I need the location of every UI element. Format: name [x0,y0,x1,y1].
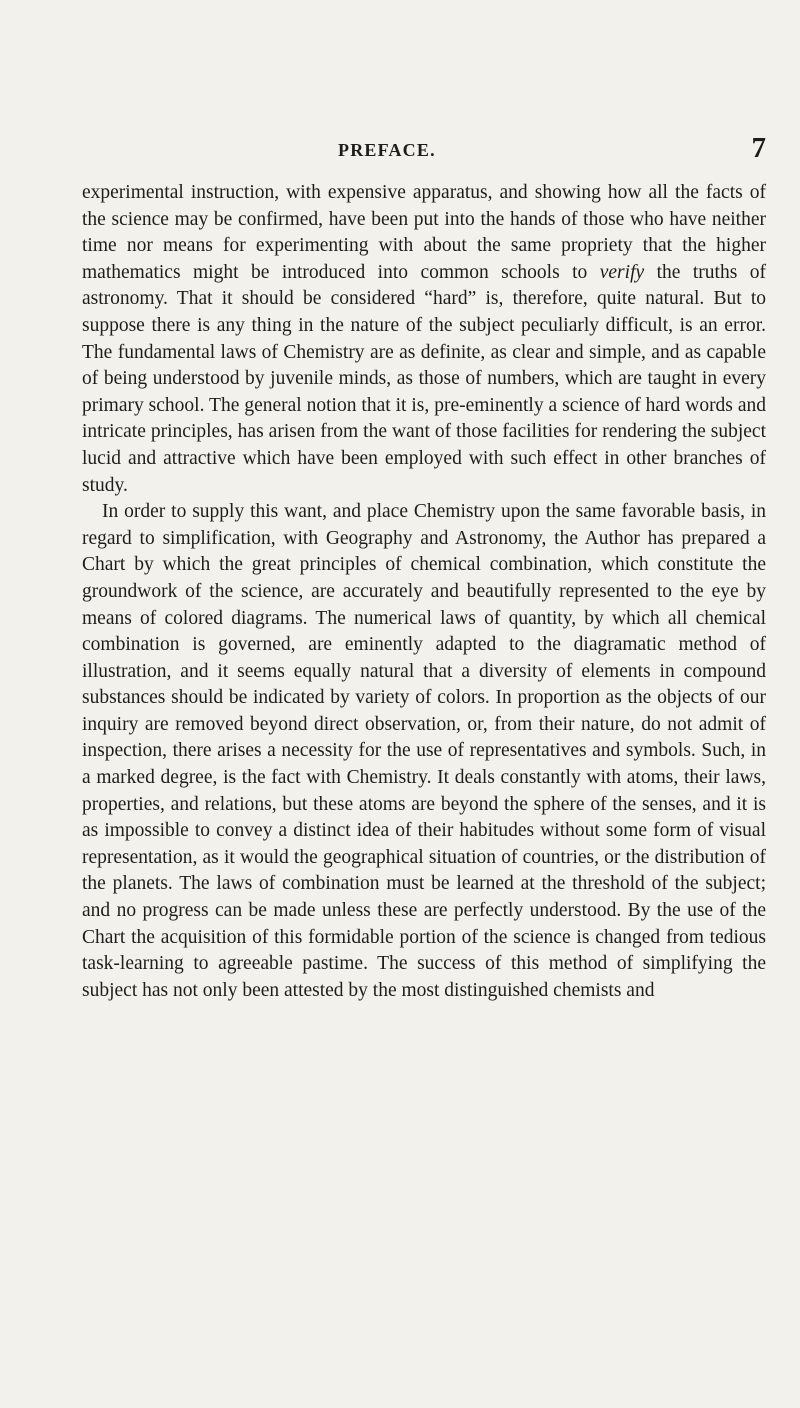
paragraph-continued [82,180,766,499]
body-text [82,180,766,1004]
page-header [82,132,766,172]
paragraph-1-part-1: experimental instruction, with expensive apparatus, and showing how all the facts of the science may be confirmed, have been put into the hands of those who have neither time nor means for experimenting with about the same propriety that the higher mathematics might be introduced into common schools to [82,182,766,283]
italic-verify: verify [599,261,645,283]
paragraph-1-part-2: the truths of astronomy. That it should be considered “hard” is, therefore, quite natural. But to suppose there is any thing in the nature of the subject peculiarly difficult, is an error. The fundamental laws of Chemistry are as definite, as clear and simple, and as capable of being understood by juvenile minds, as those of numbers, which are taught in every primary school. The general notion that it is, pre-eminently a science of hard words and intricate principles, has arisen from the want of those facilities for rendering the subject lucid and attractive which have been employed with such effect in other branches of study. [82,261,766,496]
page-number: 7 [751,132,766,164]
running-head: PREFACE. [338,140,436,160]
paragraph-chart: In order to supply this want, and place Chemistry upon the same favorable basis, in regard to simplification, with Geography and Astronomy, the Author has prepared a Chart by which the great principles of chemical combination, which constitute the groundwork of the science, are accurately and beautifully represented to the eye by means of colored diagrams. The numerical laws of quantity, by which all chemical combination is governed, are eminently adapted to the diagramatic method of illustration, and it seems equally natural that a diversity of elements in compound substances should be indicated by variety of colors. In proportion as the objects of our inquiry are removed beyond direct observation, or, from their nature, do not admit of inspection, there arises a necessity for the use of representatives and symbols. Such, in a marked degree, is the fact with Chemistry. It deals constantly with atoms, their laws, properties, and relations, but these atoms are beyond the sphere of the senses, and it is as impossible to convey a distinct idea of their habitudes without some form of visual representation, as it would the geographical situation of countries, or the distribution of the planets. The laws of combination must be learned at the threshold of the subject; and no progress can be made unless these are perfectly understood. By the use of the Chart the acquisition of this formidable portion of the science is changed from tedious task-learning to agreeable pastime. The success of this method of simplifying the subject has not only been attested by the most distinguished chemists and [82,501,766,1001]
